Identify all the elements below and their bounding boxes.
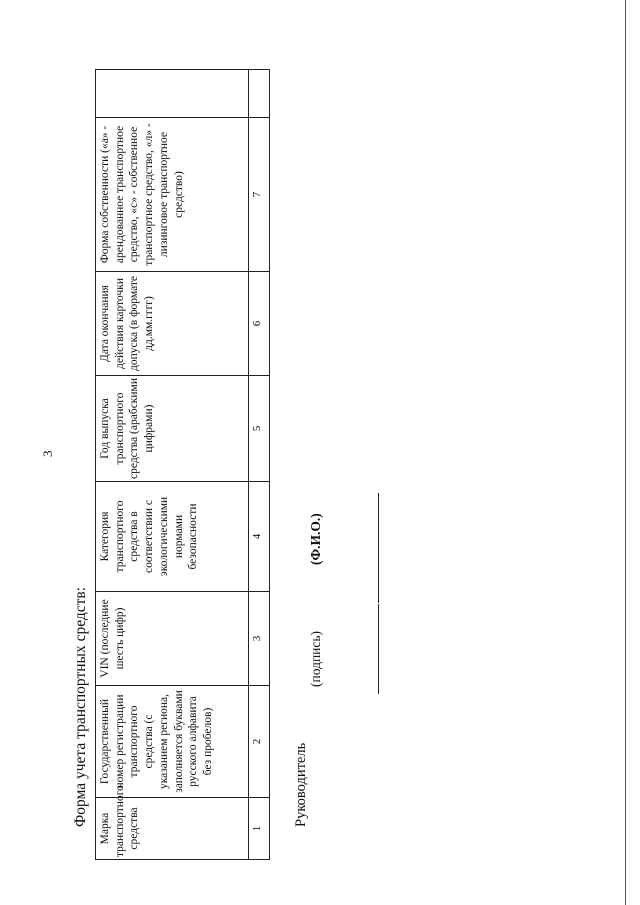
header-cell-extra xyxy=(96,70,249,118)
column-number-extra xyxy=(249,70,270,118)
header-cell-brand: Марка транспортного средства xyxy=(96,798,249,860)
column-number: 7 xyxy=(249,118,270,272)
table-column-number-row xyxy=(249,70,270,860)
column-number: 5 xyxy=(249,376,270,482)
header-cell-ownership: Форма собственности («а» - арендованное транспортное средство, «с» - собственное транспортное средство, «л» - лизинговое транспортное средство) xyxy=(96,118,249,272)
vehicle-registration-table xyxy=(95,69,270,860)
header-cell-eco-category: Категория транспортного средства в соответствии с экологическими нормами безопасности xyxy=(96,482,249,592)
signature-heading: Руководитель xyxy=(293,742,309,827)
header-cell-registration-number: Государственный номер регистрации транспортного средства (с указанием региона, заполняется буквами русского алфавита без пробелов) xyxy=(96,686,249,798)
table-header-row xyxy=(96,70,249,860)
signature-line xyxy=(378,604,379,694)
name-caption: (Ф.И.О.) xyxy=(308,513,323,565)
header-cell-vin: VIN (последние шесть цифр) xyxy=(96,592,249,686)
column-number: 6 xyxy=(249,272,270,376)
form-title: Форма учета транспортных средств: xyxy=(72,586,89,827)
header-cell-year: Год выпуска транспортного средства (арабскими цифрами) xyxy=(96,376,249,482)
page-edge-line xyxy=(625,0,626,905)
name-line xyxy=(378,493,379,603)
column-number: 3 xyxy=(249,592,270,686)
column-number: 1 xyxy=(249,798,270,860)
page-number: 3 xyxy=(40,450,55,457)
column-number: 2 xyxy=(249,686,270,798)
header-cell-permit-expiry: Дата окончания действия карточки допуска (в формате дд.мм.гггг) xyxy=(96,272,249,376)
signature-caption: (подпись) xyxy=(308,630,323,687)
column-number: 4 xyxy=(249,482,270,592)
